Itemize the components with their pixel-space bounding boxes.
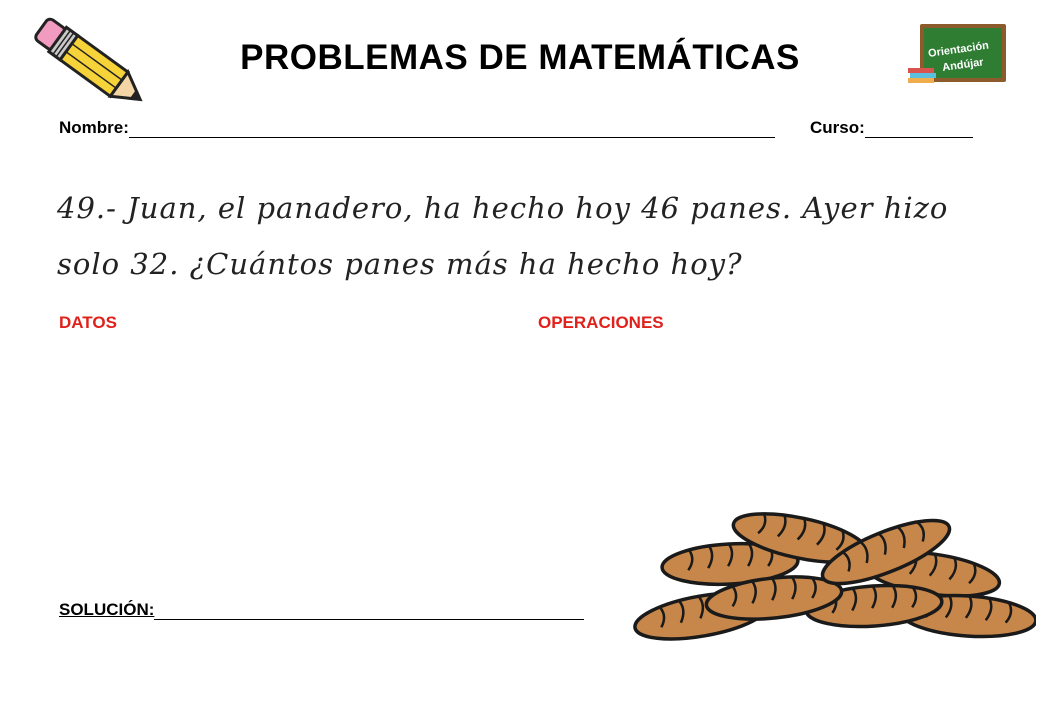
name-field <box>59 118 775 138</box>
operations-section-label: OPERACIONES <box>538 313 664 332</box>
logo-text-1: Orientación <box>927 39 990 60</box>
solution-label: SOLUCIÓN: <box>59 600 155 619</box>
problem-line-2: solo 32. ¿Cuántos panes más ha hecho hoy? <box>57 247 743 281</box>
name-blank-line[interactable] <box>129 119 775 138</box>
solution-field <box>59 600 584 620</box>
data-section-label: DATOS <box>59 313 117 332</box>
problem-statement <box>57 180 987 292</box>
page-title: PROBLEMAS DE MATEMÁTICAS <box>240 38 800 77</box>
course-field <box>810 118 973 138</box>
bread-loaves-icon <box>630 508 1036 648</box>
logo-text-2: Andújar <box>941 56 985 74</box>
course-blank-line[interactable] <box>865 119 973 138</box>
course-label: Curso: <box>810 118 865 137</box>
problem-line-1: 49.- Juan, el panadero, ha hecho hoy 46 panes. Ayer hizo <box>57 191 949 225</box>
solution-blank-line[interactable] <box>154 601 584 620</box>
name-label: Nombre: <box>59 118 129 137</box>
chalkboard-logo-icon <box>906 22 1010 86</box>
